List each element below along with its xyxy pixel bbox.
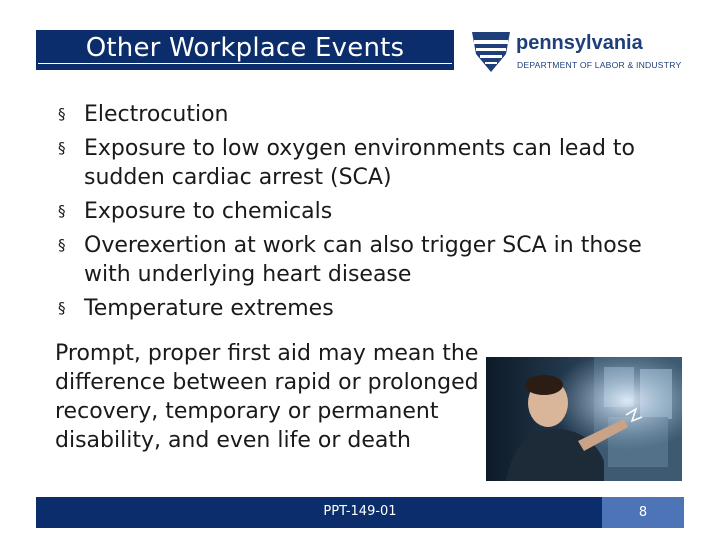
bullet-text: Exposure to low oxygen environments can lead to sudden cardiac arrest (SCA) (84, 136, 635, 190)
bullet-text: Electrocution (84, 102, 229, 127)
logo-subtitle: DEPARTMENT OF LABOR & INDUSTRY (517, 60, 682, 70)
bullet-marker: § (58, 236, 66, 254)
bullet-list (58, 100, 678, 328)
electrocution-photo (486, 357, 682, 481)
logo-name: pennsylvania (516, 32, 643, 54)
bullet-item (58, 134, 678, 192)
pa-logo (468, 30, 688, 76)
bullet-text: Overexertion at work can also trigger SCA in those with underlying heart disease (84, 233, 642, 287)
bullet-text: Temperature extremes (84, 296, 334, 321)
bullet-item (58, 100, 678, 129)
keystone-icon (468, 30, 514, 74)
bullet-marker: § (58, 105, 66, 123)
bullet-item (58, 231, 678, 289)
bullet-item (58, 197, 678, 226)
bullet-marker: § (58, 202, 66, 220)
footer-bar (36, 497, 684, 528)
page-number: 8 (638, 505, 648, 520)
body-paragraph: Prompt, proper first aid may mean the difference between rapid or prolonged recovery, temporary or permanent disability, and even life or death (55, 341, 479, 453)
bullet-text: Exposure to chemicals (84, 199, 333, 224)
bullet-item (58, 294, 678, 323)
footer-code: PPT-149-01 (323, 504, 397, 519)
title-bar (36, 30, 454, 70)
title-frame (38, 32, 452, 64)
slide-title: Other Workplace Events (85, 32, 405, 63)
bullet-marker: § (58, 139, 66, 157)
bullet-marker: § (58, 299, 66, 317)
